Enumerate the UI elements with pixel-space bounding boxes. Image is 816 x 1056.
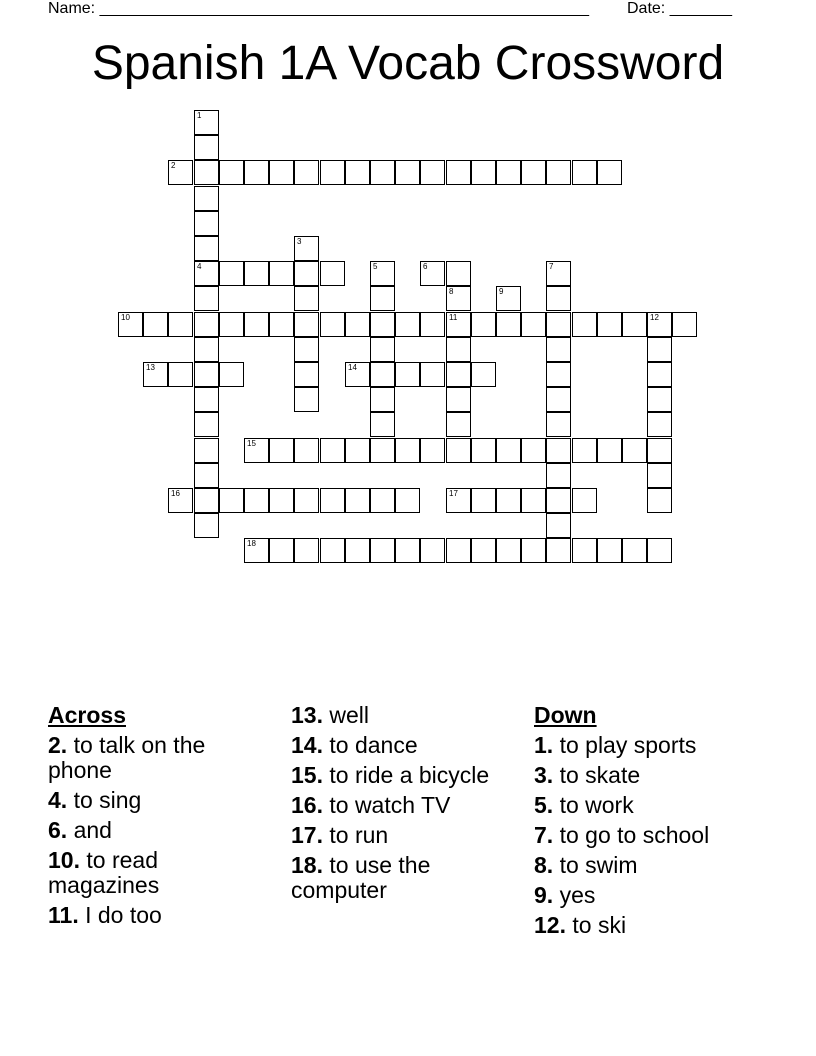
crossword-cell[interactable] <box>647 337 672 362</box>
crossword-cell[interactable] <box>395 160 420 185</box>
crossword-cell[interactable] <box>294 362 319 387</box>
crossword-cell[interactable] <box>269 538 294 563</box>
clue-number: 10. <box>48 847 80 873</box>
clue-column-1 <box>48 703 248 933</box>
crossword-cell[interactable] <box>395 438 420 463</box>
clue-text: to talk on the phone <box>48 732 206 783</box>
crossword-cell[interactable] <box>370 387 395 412</box>
clue-item <box>291 853 491 903</box>
crossword-cell[interactable] <box>471 538 496 563</box>
clue-item <box>291 793 491 818</box>
crossword-cell[interactable] <box>194 211 219 236</box>
crossword-cell[interactable] <box>194 286 219 311</box>
clue-number: 8. <box>534 852 554 878</box>
crossword-cell[interactable] <box>395 538 420 563</box>
crossword-cell[interactable] <box>521 538 546 563</box>
crossword-cell[interactable] <box>446 286 471 311</box>
crossword-cell[interactable] <box>143 312 168 337</box>
cell-number: 12 <box>650 313 659 322</box>
crossword-cell[interactable] <box>546 387 571 412</box>
crossword-cell[interactable] <box>370 312 395 337</box>
crossword-cell[interactable] <box>219 362 244 387</box>
crossword-cell[interactable] <box>395 488 420 513</box>
crossword-cell[interactable] <box>370 438 395 463</box>
crossword-cell[interactable] <box>446 312 471 337</box>
crossword-cell[interactable] <box>546 312 571 337</box>
clue-item <box>534 823 774 848</box>
clue-number: 7. <box>534 822 554 848</box>
crossword-cell[interactable] <box>269 160 294 185</box>
crossword-cell[interactable] <box>294 261 319 286</box>
crossword-cell[interactable] <box>194 135 219 160</box>
crossword-cell[interactable] <box>219 261 244 286</box>
crossword-cell[interactable] <box>370 538 395 563</box>
cell-number: 6 <box>423 262 428 271</box>
crossword-cell[interactable] <box>118 312 143 337</box>
clue-text: well <box>329 702 369 728</box>
crossword-cell[interactable] <box>546 438 571 463</box>
crossword-cell[interactable] <box>496 538 521 563</box>
crossword-cell[interactable] <box>294 387 319 412</box>
crossword-cell[interactable] <box>219 160 244 185</box>
crossword-cell[interactable] <box>471 362 496 387</box>
crossword-cell[interactable] <box>622 438 647 463</box>
crossword-cell[interactable] <box>345 538 370 563</box>
crossword-cell[interactable] <box>546 513 571 538</box>
crossword-cell[interactable] <box>320 538 345 563</box>
crossword-cell[interactable] <box>496 438 521 463</box>
clue-item <box>291 823 491 848</box>
clue-column-2 <box>291 703 491 908</box>
crossword-cell[interactable] <box>572 488 597 513</box>
clue-text: to ski <box>572 912 627 938</box>
clue-item <box>291 763 491 788</box>
crossword-cell[interactable] <box>471 488 496 513</box>
crossword-cell[interactable] <box>622 312 647 337</box>
crossword-cell[interactable] <box>194 513 219 538</box>
crossword-cell[interactable] <box>168 312 193 337</box>
clue-item <box>291 703 491 728</box>
crossword-cell[interactable] <box>244 312 269 337</box>
cell-number: 4 <box>197 262 202 271</box>
cell-number: 7 <box>549 262 554 271</box>
crossword-cell[interactable] <box>168 160 193 185</box>
crossword-cell[interactable] <box>345 160 370 185</box>
crossword-cell[interactable] <box>420 438 445 463</box>
clue-text: to ride a bicycle <box>329 762 490 788</box>
crossword-cell[interactable] <box>194 236 219 261</box>
crossword-cell[interactable] <box>446 438 471 463</box>
crossword-cell[interactable] <box>269 488 294 513</box>
crossword-cell[interactable] <box>294 236 319 261</box>
crossword-cell[interactable] <box>194 387 219 412</box>
clue-item <box>48 848 248 898</box>
crossword-cell[interactable] <box>244 438 269 463</box>
crossword-cell[interactable] <box>320 261 345 286</box>
crossword-cell[interactable] <box>546 463 571 488</box>
clue-item <box>534 763 774 788</box>
crossword-cell[interactable] <box>194 362 219 387</box>
clue-item <box>48 818 248 843</box>
clue-number: 6. <box>48 817 68 843</box>
crossword-cell[interactable] <box>168 362 193 387</box>
crossword-cell[interactable] <box>395 362 420 387</box>
crossword-cell[interactable] <box>320 160 345 185</box>
crossword-cell[interactable] <box>546 412 571 437</box>
crossword-cell[interactable] <box>647 538 672 563</box>
cell-number: 8 <box>449 287 454 296</box>
crossword-cell[interactable] <box>345 488 370 513</box>
cell-number: 10 <box>121 313 130 322</box>
crossword-cell[interactable] <box>143 362 168 387</box>
crossword-cell[interactable] <box>647 362 672 387</box>
crossword-cell[interactable] <box>269 312 294 337</box>
crossword-cell[interactable] <box>194 438 219 463</box>
clue-number: 18. <box>291 852 323 878</box>
crossword-cell[interactable] <box>370 412 395 437</box>
page-title: Spanish 1A Vocab Crossword <box>91 37 725 90</box>
clue-text: to work <box>559 792 634 818</box>
crossword-cell[interactable] <box>420 538 445 563</box>
crossword-cell[interactable] <box>219 488 244 513</box>
clue-number: 5. <box>534 792 554 818</box>
clue-text: and <box>73 817 112 843</box>
crossword-cell[interactable] <box>194 337 219 362</box>
clue-number: 16. <box>291 792 323 818</box>
crossword-cell[interactable] <box>546 337 571 362</box>
crossword-cell[interactable] <box>294 160 319 185</box>
crossword-cell[interactable] <box>546 286 571 311</box>
clue-number: 2. <box>48 732 68 758</box>
cell-number: 13 <box>146 363 155 372</box>
crossword-cell[interactable] <box>521 312 546 337</box>
clue-item <box>291 733 491 758</box>
down-heading: Down <box>534 702 597 728</box>
crossword-cell[interactable] <box>294 286 319 311</box>
clue-item <box>48 733 248 783</box>
crossword-cell[interactable] <box>420 362 445 387</box>
crossword-cell[interactable] <box>471 438 496 463</box>
crossword-cell[interactable] <box>647 488 672 513</box>
crossword-cell[interactable] <box>219 312 244 337</box>
clue-text: to skate <box>559 762 641 788</box>
cell-number: 16 <box>171 489 180 498</box>
crossword-cell[interactable] <box>395 312 420 337</box>
clue-text: to dance <box>329 732 418 758</box>
crossword-cell[interactable] <box>546 160 571 185</box>
crossword-cell[interactable] <box>496 160 521 185</box>
crossword-cell[interactable] <box>194 160 219 185</box>
clue-number: 17. <box>291 822 323 848</box>
crossword-cell[interactable] <box>345 438 370 463</box>
clue-text: I do too <box>85 902 162 928</box>
crossword-cell[interactable] <box>370 362 395 387</box>
crossword-cell[interactable] <box>370 160 395 185</box>
crossword-cell[interactable] <box>647 412 672 437</box>
clue-item <box>48 903 248 928</box>
clue-text: to play sports <box>559 732 697 758</box>
crossword-cell[interactable] <box>597 312 622 337</box>
crossword-cell[interactable] <box>446 387 471 412</box>
crossword-cell[interactable] <box>194 488 219 513</box>
clue-item <box>534 853 774 878</box>
crossword-cell[interactable] <box>269 438 294 463</box>
crossword-cell[interactable] <box>420 160 445 185</box>
crossword-cell[interactable] <box>446 538 471 563</box>
clue-text: to sing <box>73 787 142 813</box>
crossword-cell[interactable] <box>546 362 571 387</box>
crossword-cell[interactable] <box>647 312 672 337</box>
crossword-cell[interactable] <box>244 261 269 286</box>
crossword-cell[interactable] <box>294 312 319 337</box>
crossword-cell[interactable] <box>370 488 395 513</box>
crossword-cell[interactable] <box>597 538 622 563</box>
crossword-cell[interactable] <box>345 312 370 337</box>
clue-text: to watch TV <box>329 792 451 818</box>
crossword-cell[interactable] <box>370 286 395 311</box>
cell-number: 18 <box>247 539 256 548</box>
crossword-cell[interactable] <box>647 463 672 488</box>
clue-number: 11. <box>48 902 79 928</box>
crossword-cell[interactable] <box>294 488 319 513</box>
clue-item <box>534 733 774 758</box>
crossword-cell[interactable] <box>420 312 445 337</box>
crossword-cell[interactable] <box>546 488 571 513</box>
crossword-cell[interactable] <box>496 286 521 311</box>
clue-item <box>534 913 774 938</box>
date-field-label[interactable]: Date: _______ <box>627 0 732 17</box>
cell-number: 15 <box>247 439 256 448</box>
crossword-cell[interactable] <box>269 261 294 286</box>
crossword-cell[interactable] <box>597 438 622 463</box>
clue-number: 4. <box>48 787 68 813</box>
crossword-cell[interactable] <box>672 312 697 337</box>
crossword-cell[interactable] <box>320 488 345 513</box>
crossword-cell[interactable] <box>345 362 370 387</box>
cell-number: 5 <box>373 262 378 271</box>
clue-number: 1. <box>534 732 554 758</box>
crossword-cell[interactable] <box>521 488 546 513</box>
cell-number: 3 <box>297 237 302 246</box>
crossword-cell[interactable] <box>597 160 622 185</box>
crossword-cell[interactable] <box>370 261 395 286</box>
clue-number: 15. <box>291 762 323 788</box>
crossword-cell[interactable] <box>572 160 597 185</box>
crossword-cell[interactable] <box>420 261 445 286</box>
clue-text: to use the computer <box>291 852 431 903</box>
cell-number: 1 <box>197 111 202 120</box>
clue-text: to go to school <box>559 822 710 848</box>
name-field-label[interactable]: Name: _______________________________________________________ <box>48 0 589 17</box>
cell-number: 11 <box>449 313 458 322</box>
clue-text: to run <box>329 822 389 848</box>
crossword-cell[interactable] <box>446 488 471 513</box>
clue-number: 3. <box>534 762 554 788</box>
crossword-cell[interactable] <box>320 312 345 337</box>
crossword-cell[interactable] <box>194 412 219 437</box>
crossword-cell[interactable] <box>244 488 269 513</box>
crossword-cell[interactable] <box>647 438 672 463</box>
clue-text: to swim <box>559 852 638 878</box>
crossword-cell[interactable] <box>294 538 319 563</box>
crossword-cell[interactable] <box>521 438 546 463</box>
crossword-cell[interactable] <box>446 160 471 185</box>
crossword-cell[interactable] <box>244 538 269 563</box>
crossword-cell[interactable] <box>446 412 471 437</box>
cell-number: 2 <box>171 161 176 170</box>
crossword-cell[interactable] <box>320 438 345 463</box>
crossword-cell[interactable] <box>446 337 471 362</box>
crossword-cell[interactable] <box>572 538 597 563</box>
crossword-cell[interactable] <box>647 387 672 412</box>
crossword-cell[interactable] <box>471 160 496 185</box>
crossword-cell[interactable] <box>294 438 319 463</box>
across-heading: Across <box>48 702 126 728</box>
crossword-cell[interactable] <box>572 312 597 337</box>
clue-item <box>48 788 248 813</box>
crossword-cell[interactable] <box>572 438 597 463</box>
crossword-cell[interactable] <box>194 261 219 286</box>
crossword-cell[interactable] <box>496 312 521 337</box>
crossword-cell[interactable] <box>496 488 521 513</box>
crossword-cell[interactable] <box>194 186 219 211</box>
clue-item <box>534 883 774 908</box>
clue-number: 12. <box>534 912 566 938</box>
clue-item <box>534 793 774 818</box>
crossword-cell[interactable] <box>244 160 269 185</box>
cell-number: 9 <box>499 287 504 296</box>
cell-number: 14 <box>348 363 357 372</box>
crossword-cell[interactable] <box>168 488 193 513</box>
clue-text: to read magazines <box>48 847 160 898</box>
crossword-cell[interactable] <box>622 538 647 563</box>
clue-number: 13. <box>291 702 323 728</box>
crossword-cell[interactable] <box>294 337 319 362</box>
crossword-cell[interactable] <box>546 261 571 286</box>
cell-number: 17 <box>449 489 458 498</box>
clue-number: 9. <box>534 882 554 908</box>
clue-column-3 <box>534 703 774 943</box>
crossword-cell[interactable] <box>370 337 395 362</box>
crossword-cell[interactable] <box>446 261 471 286</box>
crossword-cell[interactable] <box>521 160 546 185</box>
crossword-cell[interactable] <box>546 538 571 563</box>
crossword-cell[interactable] <box>194 312 219 337</box>
crossword-cell[interactable] <box>471 312 496 337</box>
clue-number: 14. <box>291 732 323 758</box>
clue-text: yes <box>559 882 596 908</box>
crossword-cell[interactable] <box>194 110 219 135</box>
crossword-cell[interactable] <box>194 463 219 488</box>
crossword-cell[interactable] <box>446 362 471 387</box>
